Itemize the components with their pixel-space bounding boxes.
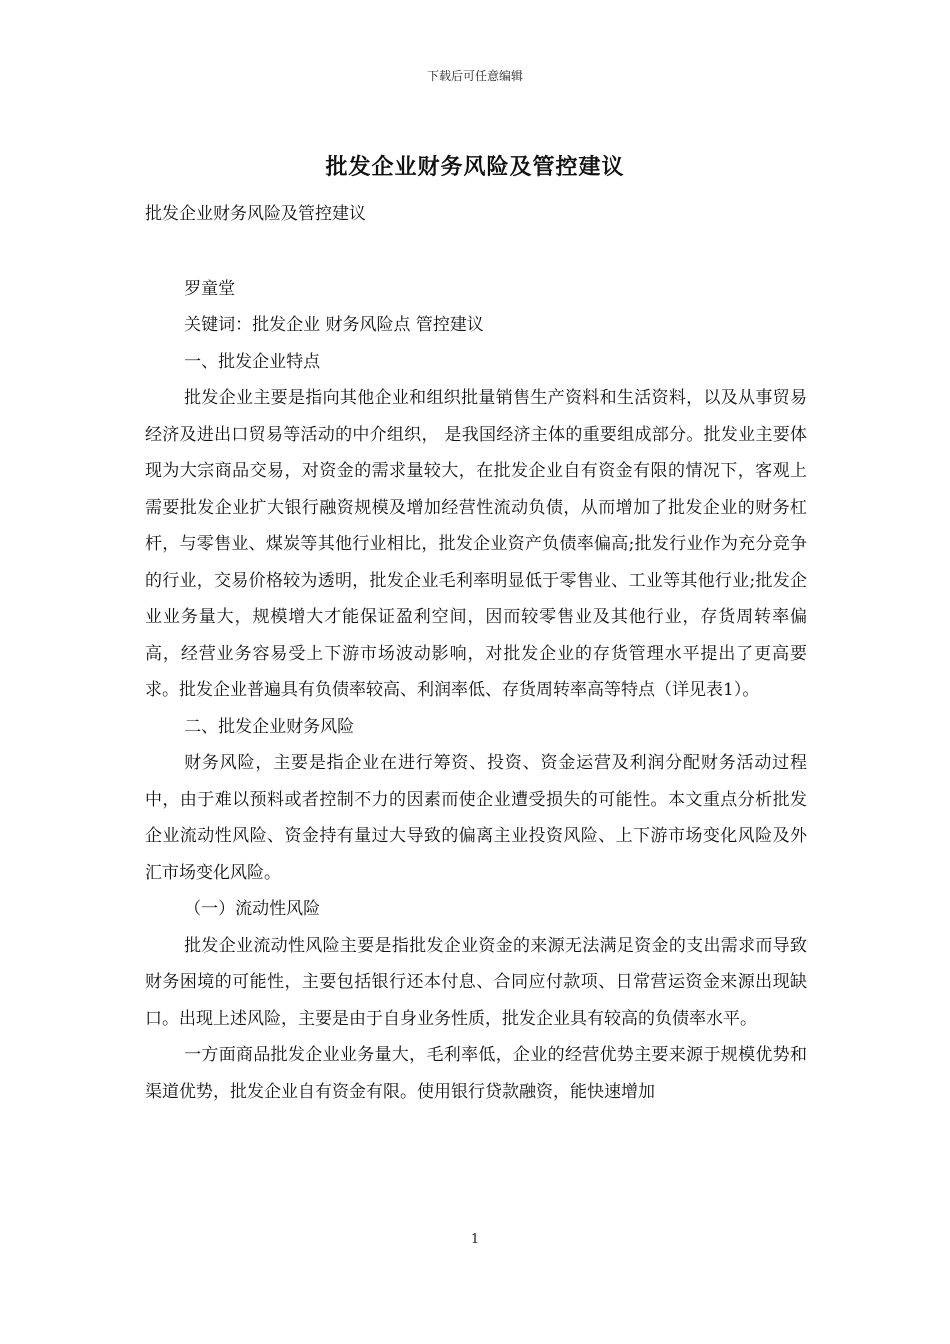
document-title: 批发企业财务风险及管控建议 [325,154,625,180]
document-body [145,196,807,1110]
paragraph-characteristics: 批发企业主要是指向其他企业和组织批量销售生产资料和生活资料，以及从事贸易经济及进出口贸易等活动的中介组织， 是我国经济主体的重要组成部分。批发业主要体现为大宗商品交易，对资金的需求量较大，在批发企业自有资金有限的情况下，客观上需要批发企业扩大银行融资规模及增加经营性流动负债，从而增加了批发企业的财务杠杆，与零售业、煤炭等其他行业相比，批发企业资产负债率偏高;批发行业作为充分竞争的行业，交易价格较为透明，批发企业毛利率明显低于零售业、工业等其他行业;批发企业业务量大，规模增大才能保证盈利空间，因而较零售业及其他行业，存货周转率偏高，经营业务容易受上下游市场波动影响，对批发企业的存货管理水平提出了更高要求。批发企业普遍具有负债率较高、利润率低、存货周转率高等特点（详见表1）。 [145,388,807,700]
section-heading-1: 一、批发企业特点 [184,351,321,372]
section-heading-2: 二、批发企业财务风险 [184,716,355,737]
paragraph-scale-advantage: 一方面商品批发企业业务量大，毛利率低，企业的经营优势主要来源于规模优势和渠道优势，批发企业自有资金有限。使用银行贷款融资，能快速增加 [145,1045,807,1102]
subsection-heading-1: （一）流动性风险 [184,899,321,919]
header-note: 下载后可任意编辑 [426,69,523,83]
blank-line [145,233,807,271]
keywords-line: 关键词：批发企业 财务风险点 管控建议 [184,315,484,335]
subtitle-line: 批发企业财务风险及管控建议 [145,204,366,224]
paragraph-liquidity-risk: 批发企业流动性风险主要是指批发企业资金的来源无法满足资金的支出需求而导致财务困境的可能性，主要包括银行还本付息、合同应付款项、日常营运资金来源出现缺口。出现上述风险，主要是由于自身业务性质，批发企业具有较高的负债率水平。 [145,935,807,1029]
page-number: 1 [470,1232,480,1247]
paragraph-financial-risk: 财务风险，主要是指企业在进行筹资、投资、资金运营及利润分配财务活动过程中，由于难以预料或者控制不力的因素而使企业遭受损失的可能性。本文重点分析批发企业流动性风险、资金持有量过大导致的偏离主业投资风险、上下游市场变化风险及外汇市场变化风险。 [145,753,807,883]
author-line: 罗童堂 [184,278,236,299]
